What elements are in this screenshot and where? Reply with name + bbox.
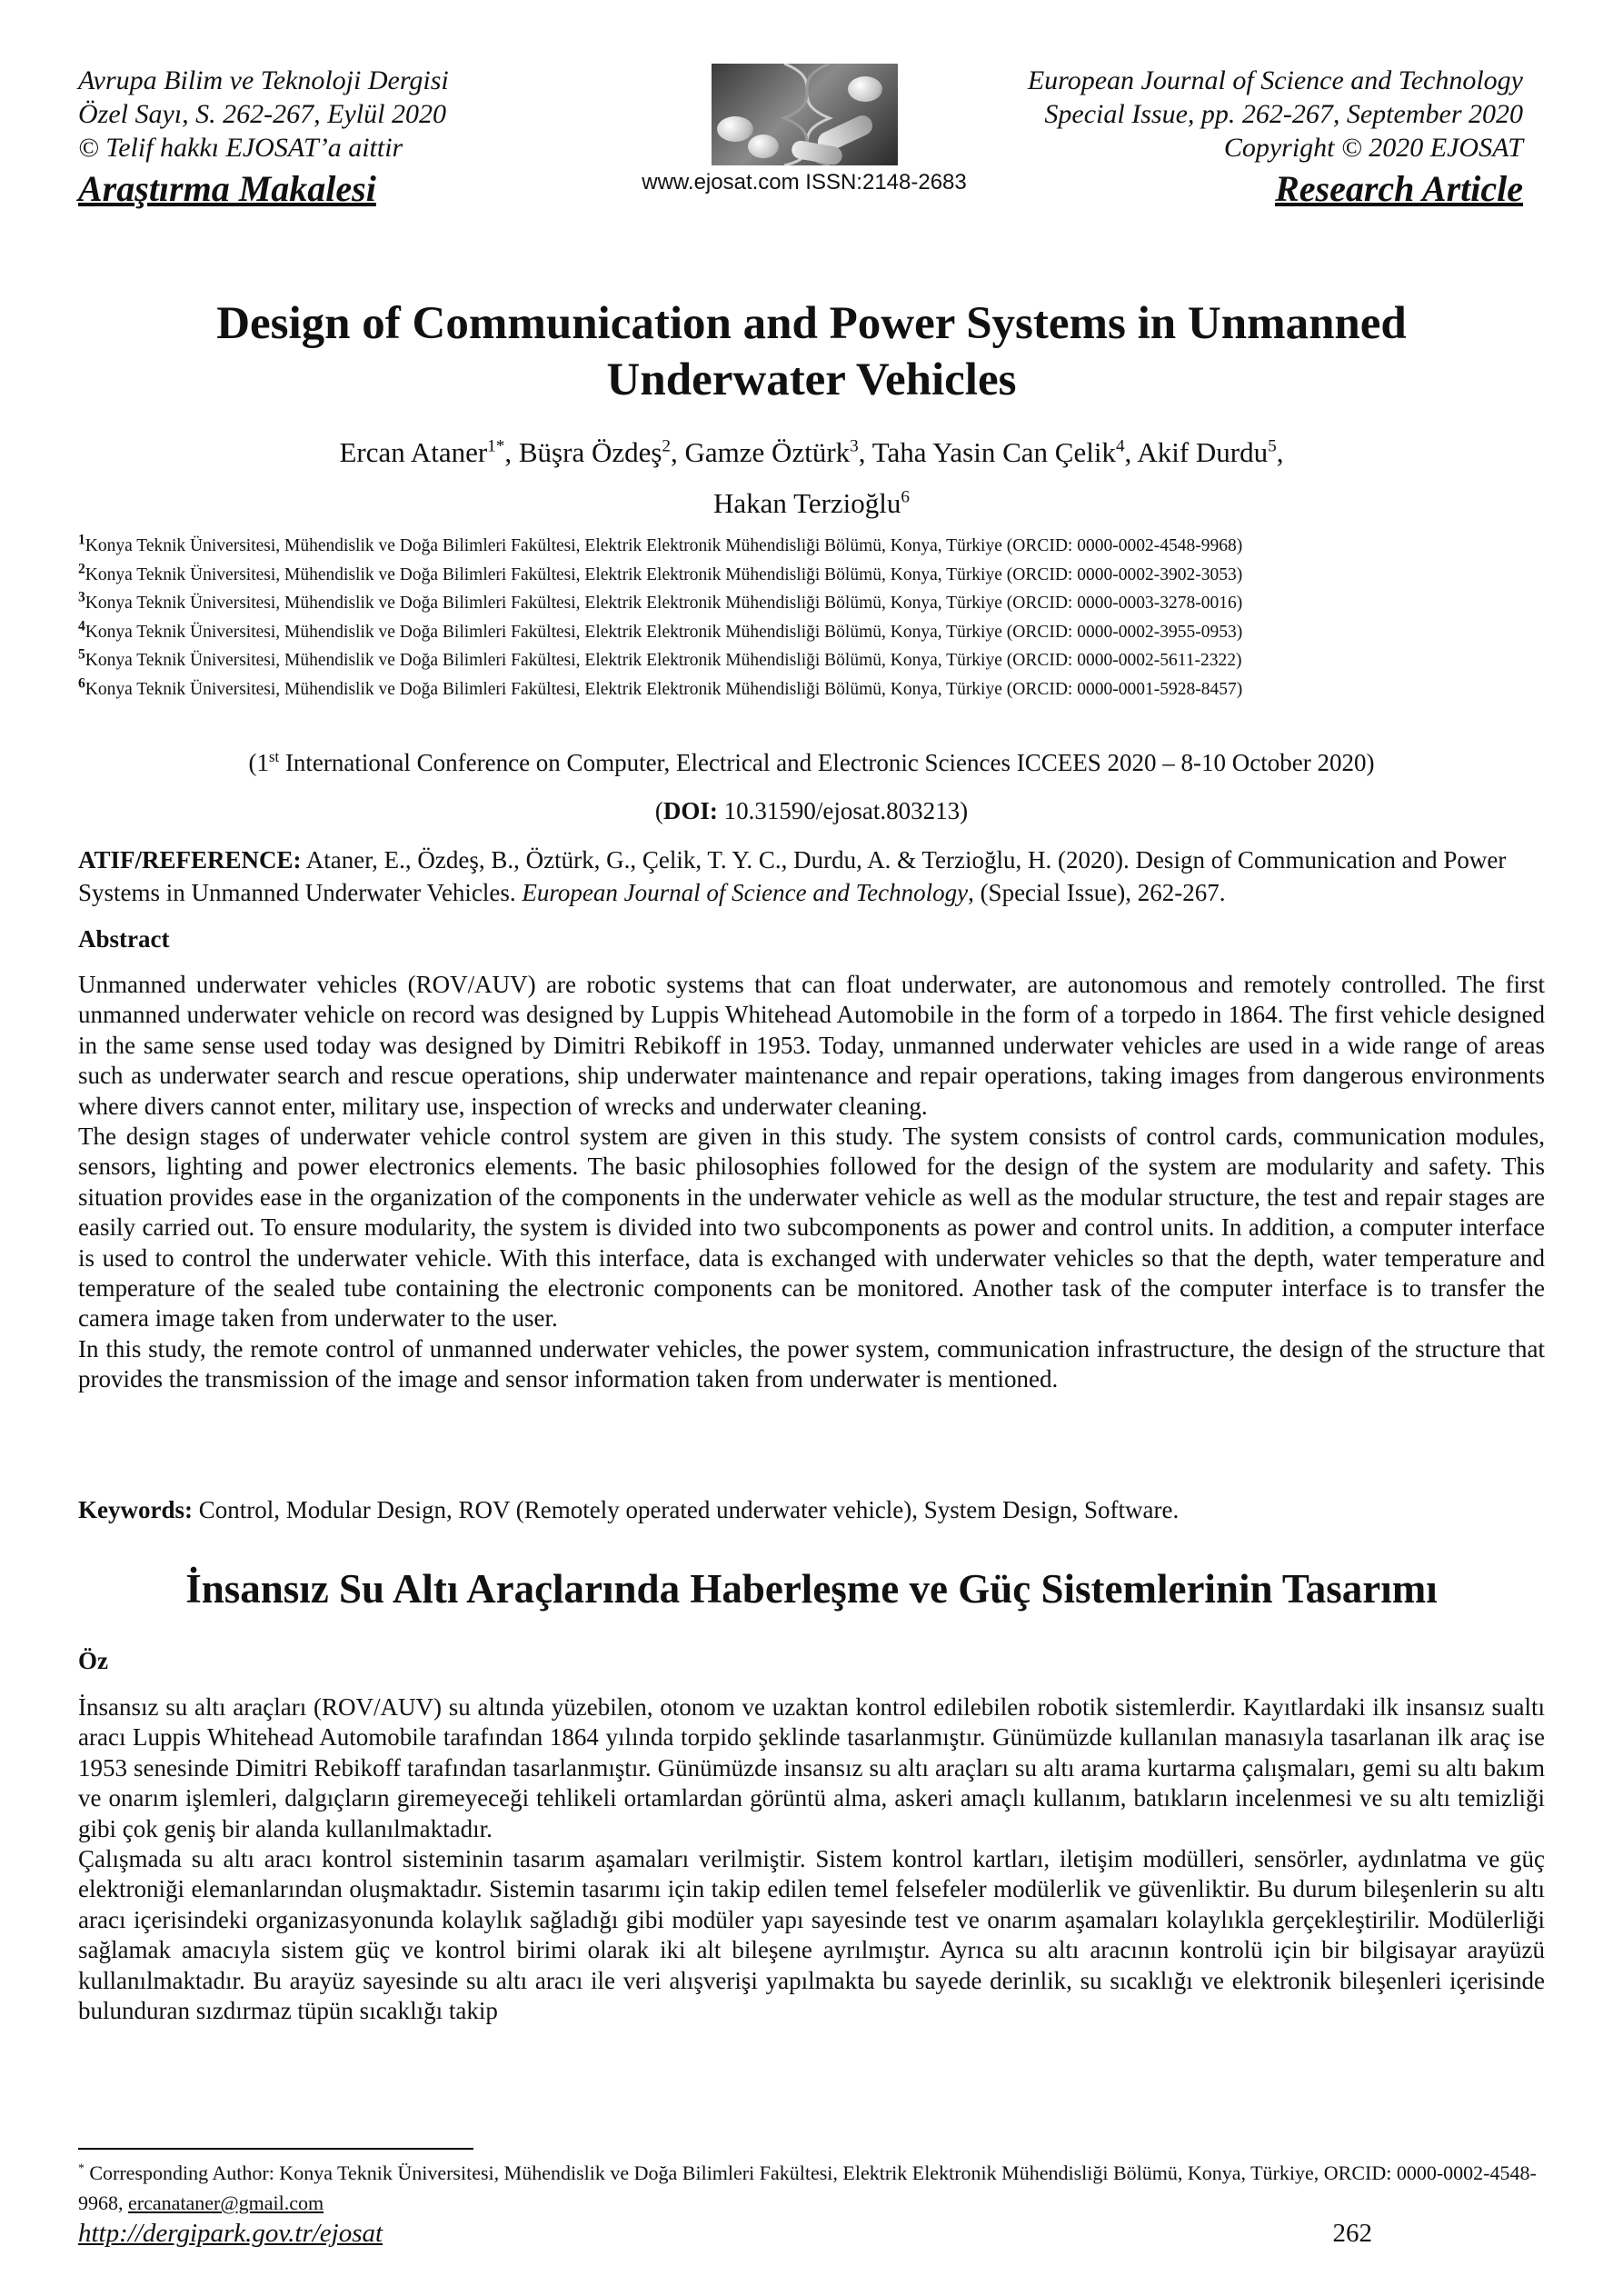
reference-journal: European Journal of Science and Technology: [522, 879, 969, 906]
affiliation-text: Konya Teknik Üniversitesi, Mühendislik ve Doğa Bilimleri Fakültesi, Elektrik Elektronik Mühendisliği Bölümü, Konya, Türkiye (ORCID: 0000-0002-3955-0953): [85, 622, 1243, 642]
doi: [78, 795, 1545, 826]
turkish-title: İnsansız Su Altı Araçlarında Haberleşme ve Güç Sistemlerinin Tasarımı: [185, 1566, 1438, 1612]
author-name: Taha Yasin Can Çelik: [871, 436, 1116, 468]
author-name: Akif Durdu: [1137, 436, 1269, 468]
author-mark: 2: [662, 436, 672, 456]
journal-header-left: [78, 64, 551, 212]
header-left-line: Özel Sayı, S. 262-267, Eylül 2020: [78, 99, 446, 129]
abstract-body: [78, 970, 1545, 1395]
affiliation: [78, 561, 1545, 590]
author-mark: 5: [1268, 436, 1277, 456]
author-name: Ercan Ataner: [339, 436, 488, 468]
affiliation: [78, 675, 1545, 704]
oz-paragraph: İnsansız su altı araçları (ROV/AUV) su altında yüzebilen, otonom ve uzaktan kontrol edilebilen robotik sistemlerdir. Kayıtlardaki ilk insansız sualtı aracı Luppis Whitehead Automobile tarafından 1864 yılında torpido şeklinde tasarlanmıştır. Günümüzde kullanılan manasıyla tasarlanan ilk araç ise 1953 senesinde Dimitri Rebikoff tarafından tasarlanmıştır. Günümüzde insansız su altı araçları su altı arama kurtarma çalışmaları, gemi su altı bakım ve onarım işlemleri, dalgıçların giremeyeceği tehlikeli ortamlardan görüntü alma, askeri amaçlı kullanım, batıkların incelenmesi ve su altı temizliği gibi çok geniş bir alanda kullanılmaktadır.: [78, 1693, 1545, 1842]
citation-reference: [78, 844, 1545, 909]
affiliation: [78, 532, 1545, 561]
affiliation: [78, 646, 1545, 675]
conference-ordinal: st: [269, 748, 280, 765]
footnote: [78, 2158, 1545, 2218]
conference-note: [78, 747, 1545, 778]
header-right-line: Special Issue, pp. 262-267, September 2020: [1044, 99, 1523, 129]
affiliation-number: 5: [78, 646, 85, 663]
reference-text: Ataner, E., Özdeş, B., Öztürk, G., Çelik, T. Y. C., Durdu, A. & Terzioğlu, H. (2020). Design of Communication and Power Systems in Unmanned Underwater Vehicles.: [78, 846, 1507, 906]
keywords-text: Control, Modular Design, ROV (Remotely operated underwater vehicle), System Design, Software.: [192, 1496, 1180, 1523]
journal-header-right: [869, 64, 1523, 212]
header-right-line: Copyright © 2020 EJOSAT: [1223, 133, 1523, 163]
affiliation-number: 4: [78, 618, 85, 634]
pill-icon: [717, 116, 753, 142]
author-name: Gamze Öztürk: [684, 436, 851, 468]
keywords: [78, 1494, 1545, 1525]
header-left-line: Avrupa Bilim ve Teknoloji Dergisi: [78, 65, 449, 95]
author-mark: 6: [901, 487, 911, 507]
page-number: 262: [1332, 2219, 1372, 2248]
conference-open: (1: [248, 749, 270, 776]
journal-site-issn: www.ejosat.com ISSN:2148-2683: [642, 170, 967, 195]
pill-icon: [748, 135, 779, 158]
reference-tail: , (Special Issue), 262-267.: [968, 879, 1226, 906]
affiliation: [78, 618, 1545, 647]
affiliation-number: 2: [78, 561, 85, 576]
affiliation: [78, 589, 1545, 618]
header-right-line: European Journal of Science and Technology: [1027, 65, 1523, 95]
keywords-label: Keywords:: [78, 1496, 193, 1523]
affiliation-text: Konya Teknik Üniversitesi, Mühendislik ve Doğa Bilimleri Fakültesi, Elektrik Elektronik Mühendisliği Bölümü, Konya, Türkiye (ORCID: 0000-0002-3902-3053): [85, 564, 1243, 584]
affiliation-text: Konya Teknik Üniversitesi, Mühendislik ve Doğa Bilimleri Fakültesi, Elektrik Elektronik Mühendisliği Bölümü, Konya, Türkiye (ORCID: 0000-0003-3278-0016): [85, 594, 1243, 613]
author-mark: 1*: [487, 436, 505, 456]
oz-body: [78, 1692, 1545, 2026]
title-line: Design of Communication and Power Systems in Unmanned: [216, 298, 1407, 349]
abstract-paragraph: Unmanned underwater vehicles (ROV/AUV) are robotic systems that can float underwater, are autonomous and remotely controlled. The first unmanned underwater vehicle on record was designed by Luppis Whitehead Automobile in the form of a torpedo in 1864. The first vehicle designed in the same sense used today was designed by Dimitri Rebikoff in 1953. Today, unmanned underwater vehicles are used in a wide range of areas such as underwater search and rescue operations, ship underwater maintenance and repair operations, taking images from dangerous environments where divers cannot enter, military use, inspection of wrecks and underwater cleaning.: [78, 971, 1545, 1120]
abstract-paragraph: In this study, the remote control of unmanned underwater vehicles, the power system, communication infrastructure, the design of the structure that provides the transmission of the image and sensor information taken from underwater is mentioned.: [78, 1334, 1545, 1393]
doi-value[interactable]: 10.31590/ejosat.803213): [717, 797, 969, 824]
author-name: Büşra Özdeş: [518, 436, 662, 468]
paper-title: [82, 295, 1541, 408]
affiliation-list: [78, 532, 1545, 704]
footnote-mark: *: [78, 2161, 85, 2175]
header-left-line: © Telif hakkı EJOSAT’a aittir: [78, 133, 403, 163]
affiliation-number: 1: [78, 532, 85, 548]
article-type-tr: Araştırma Makalesi: [78, 168, 376, 209]
doi-open: (: [654, 797, 663, 824]
footnote-divider: [78, 2148, 473, 2150]
footnote-text: Corresponding Author: Konya Teknik Üniversitesi, Mühendislik ve Doğa Bilimleri Fakültesi, Elektrik Elektronik Mühendisliği Bölümü, Konya, Türkiye, ORCID: 0000-0002-4548-9968,: [78, 2161, 1537, 2214]
affiliation-text: Konya Teknik Üniversitesi, Mühendislik ve Doğa Bilimleri Fakültesi, Elektrik Elektronik Mühendisliği Bölümü, Konya, Türkiye (ORCID: 0000-0002-4548-9968): [85, 536, 1243, 555]
affiliation-number: 6: [78, 675, 85, 691]
oz-heading: Öz: [78, 1647, 108, 1674]
abstract-paragraph: The design stages of underwater vehicle control system are given in this study. The system consists of control cards, communication modules, sensors, lighting and power electronics elements. The basic philosophies followed for the design of the system are modularity and safety. This situation provides ease in the organization of the components in the underwater vehicle as well as the modular structure, the test and repair stages are easily carried out. To ensure modularity, the system is divided into two subcomponents as power and control units. In addition, a computer interface is used to control the underwater vehicle. With this interface, data is exchanged with underwater vehicles so that the depth, water temperature and temperature of the sealed tube containing the electronic components can be monitored. Another task of the computer interface is to transfer the camera image taken from underwater to the user.: [78, 1123, 1545, 1333]
author-name: Hakan Terzioğlu: [712, 487, 901, 519]
footer-url-link[interactable]: http://dergipark.gov.tr/ejosat: [78, 2219, 383, 2248]
author-mark: 3: [850, 436, 859, 456]
article-type-en: Research Article: [1275, 168, 1523, 209]
oz-paragraph: Çalışmada su altı aracı kontrol sisteminin tasarım aşamaları verilmiştir. Sistem kontrol kartları, iletişim modülleri, sensörler, aydınlatma ve güç elektroniği elemanlarından oluşmaktadır. Sistemin tasarımı için takip edilen temel felsefeler modülerlik ve güvenliktir. Bu durum bileşenlerin su altı aracı içerisindeki organizasyonunda kolaylık sağladığı gibi modüler yapı sayesinde test ve onarım aşamaları kolaylıkla gerçekleştirilir. Modülerliği sağlamak amacıyla sistem güç ve kontrol birimi olarak iki alt bileşene ayrılmıştır. Ayrıca su altı aracının kontrolü için bir bilgisayar arayüzü kullanılmaktadır. Bu arayüz sayesinde su altı aracı ile veri alışverişi yapılmakta bu sayede derinlik, su sıcaklığı ve elektronik bileşenleri içerisinde bulunduran sızdırmaz tüpün sıcaklığı takip: [78, 1845, 1545, 2025]
corresponding-email-link[interactable]: ercanataner@gmail.com: [128, 2191, 324, 2214]
affiliation-text: Konya Teknik Üniversitesi, Mühendislik ve Doğa Bilimleri Fakültesi, Elektrik Elektronik Mühendisliği Bölümü, Konya, Türkiye (ORCID: 0000-0002-5611-2322): [85, 651, 1242, 670]
author-mark: 4: [1115, 436, 1125, 456]
title-line: Underwater Vehicles: [606, 354, 1017, 405]
affiliation-text: Konya Teknik Üniversitesi, Mühendislik ve Doğa Bilimleri Fakültesi, Elektrik Elektronik Mühendisliği Bölümü, Konya, Türkiye (ORCID: 0000-0001-5928-8457): [85, 679, 1243, 699]
author-list: Ercan Ataner$^{1*}$, Büşra Özdeş$^2$, Gamze Öztürk$^3$, Taha Yasin Can Çelik$^4$, Akif Durdu$^5$, Hakan Terzioğlu$^6$: [339, 436, 1284, 519]
conference-text: International Conference on Computer, Electrical and Electronic Sciences ICCEES 2020 – 8-10 October 2020): [279, 749, 1375, 776]
abstract-heading: Abstract: [78, 925, 170, 953]
doi-label: DOI:: [662, 797, 718, 824]
affiliation-number: 3: [78, 589, 85, 605]
reference-label: ATIF/REFERENCE:: [78, 846, 302, 873]
